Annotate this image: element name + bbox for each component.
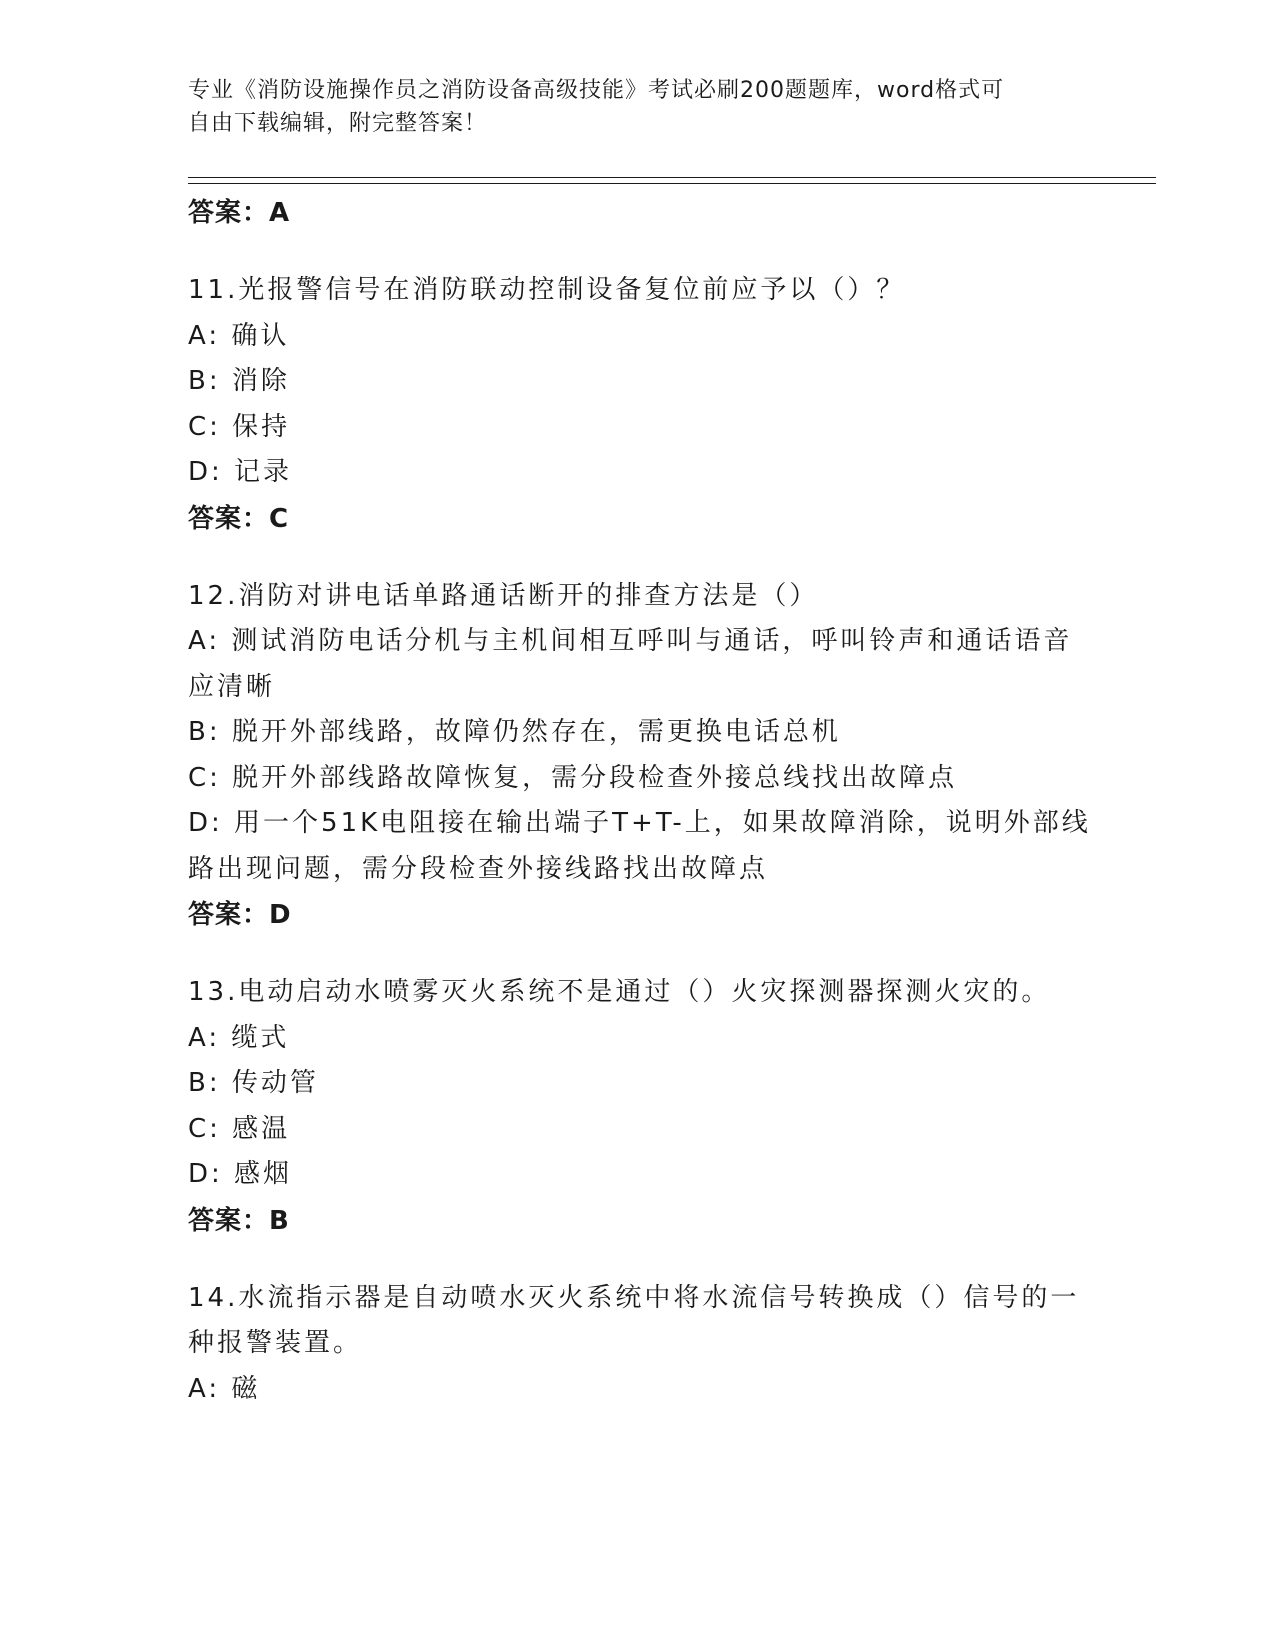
header-line-1: 专业《消防设施操作员之消防设备高级技能》考试必刷200题题库，word格式可 <box>188 78 1005 103</box>
answer-line: 答案：A <box>188 198 291 228</box>
question-item <box>188 268 1108 542</box>
answer-option: A: 确认 <box>188 320 290 351</box>
answer-option: D: 感烟 <box>188 1159 293 1189</box>
answer-option: A: 磁 <box>188 1373 261 1404</box>
question-text: 12.消防对讲电话单路通话断开的排查方法是（） <box>188 580 819 611</box>
answer-option: C: 脱开外部线路故障恢复，需分段检查外接总线找出故障点 <box>188 762 958 793</box>
answer-option: C: 感温 <box>188 1113 291 1144</box>
question-item <box>188 1276 1108 1413</box>
answer-line: 答案：B <box>188 1205 290 1236</box>
answer-line: 答案：D <box>188 900 292 930</box>
question-text: 14.水流指示器是自动喷水灭火系统中将水流信号转换成（）信号的一 <box>188 1282 1080 1313</box>
page-header <box>188 74 1088 140</box>
answer-option: B: 脱开外部线路，故障仍然存在，需更换电话总机 <box>188 717 841 747</box>
answer-option: C: 保持 <box>188 411 291 442</box>
answer-option: A: 测试消防电话分机与主机间相互呼叫与通话，呼叫铃声和通话语音 <box>188 626 1073 656</box>
answer-option: A: 缆式 <box>188 1022 290 1053</box>
questions-container <box>188 268 1108 1412</box>
question-text: 13.电动启动水喷雾灭火系统不是通过（）火灾探测器探测火灾的。 <box>188 977 1051 1007</box>
question-item <box>188 970 1108 1244</box>
answer-option: D: 用一个51K电阻接在输出端子T+T-上，如果故障消除，说明外部线 <box>188 808 1091 838</box>
answer-option: 应清晰 <box>188 671 276 702</box>
answer-option: D: 记录 <box>188 457 293 487</box>
question-item <box>188 574 1108 939</box>
question-text: 种报警装置。 <box>188 1328 363 1358</box>
answer-option: B: 消除 <box>188 366 290 396</box>
answer-line: 答案：C <box>188 503 290 534</box>
question-text: 11.光报警信号在消防联动控制设备复位前应予以（）？ <box>188 275 906 305</box>
answer-option: 路出现问题，需分段检查外接线路找出故障点 <box>188 853 769 884</box>
question-list <box>188 190 1108 1412</box>
header-line-2: 自由下载编辑，附完整答案！ <box>188 111 488 136</box>
answer-option: B: 传动管 <box>188 1068 319 1098</box>
header-divider <box>188 177 1156 184</box>
